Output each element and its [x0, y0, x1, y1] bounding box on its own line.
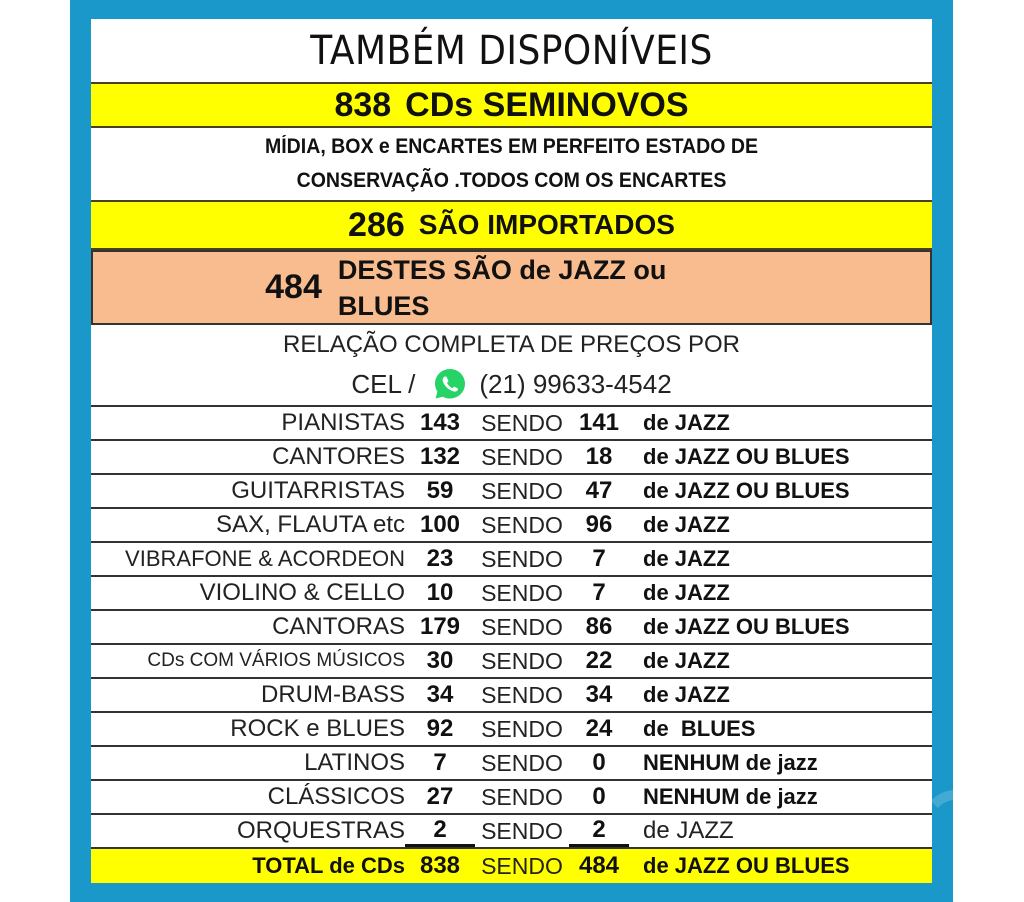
table-row [91, 643, 932, 677]
total-cell: 92 [426, 715, 454, 742]
table-row [91, 745, 932, 779]
sendo-cell: SENDO [481, 783, 563, 810]
page-title: TAMBÉM DISPONÍVEIS [310, 27, 713, 74]
total-cell: 34 [426, 681, 454, 708]
contact-line [351, 364, 671, 404]
contact-heading: RELAÇÃO COMPLETA DE PREÇOS POR [283, 331, 740, 358]
sendo-cell: SENDO [481, 613, 563, 640]
total-cell: 2 [405, 816, 475, 847]
jazz-count-cell: 34 [585, 681, 613, 708]
total-cell: 59 [426, 477, 454, 504]
total-cell: 143 [419, 409, 461, 436]
condition-text [120, 128, 902, 200]
jazz-count-cell: 47 [585, 477, 613, 504]
description-cell: de JAZZ [643, 546, 730, 571]
watermark-logo [920, 790, 990, 870]
total-description-cell: de JAZZ OU BLUES [643, 853, 850, 878]
total-cell: 27 [426, 783, 454, 810]
total-cell: 7 [433, 749, 447, 776]
imported-label: SÃO IMPORTADOS [418, 209, 675, 240]
jazz-blues-label: DESTES SÃO de JAZZ ou BLUES [337, 254, 667, 321]
total-row [91, 847, 932, 883]
flyer-panel [91, 19, 932, 883]
category-cell: CANTORAS [272, 613, 405, 640]
table-row [91, 439, 932, 473]
contact-prefix: CEL / [351, 369, 416, 399]
jazz-count-cell: 22 [585, 647, 613, 674]
description-cell: de JAZZ OU BLUES [643, 444, 850, 469]
sendo-cell: SENDO [481, 715, 563, 742]
description-cell: NENHUM de jazz [643, 750, 818, 775]
sendo-cell: SENDO [481, 749, 563, 776]
description-cell: de JAZZ [643, 512, 730, 537]
category-cell: SAX, FLAUTA etc [216, 511, 405, 538]
jazz-count-cell: 96 [585, 511, 613, 538]
category-cell: VIOLINO & CELLO [199, 579, 405, 606]
description-cell: de JAZZ [643, 410, 730, 435]
sendo-cell: SENDO [481, 647, 563, 674]
sendo-cell: SENDO [481, 443, 563, 470]
grand-total-cell: 838 [419, 852, 461, 879]
imported-banner [91, 200, 932, 250]
contact-phone[interactable]: (21) 99633-4542 [479, 369, 672, 399]
category-cell: ORQUESTRAS [236, 817, 405, 844]
jazz-count-cell: 141 [578, 409, 620, 436]
table-row [91, 813, 932, 847]
table-row [91, 575, 932, 609]
table-row [91, 405, 932, 439]
category-cell: GUITARRISTAS [231, 477, 405, 504]
jazz-count-cell: 24 [585, 715, 613, 742]
table-row [91, 541, 932, 575]
description-cell: de JAZZ [643, 580, 730, 605]
table-row [91, 473, 932, 507]
total-cell: 30 [426, 647, 454, 674]
table-row [91, 711, 932, 745]
sendo-cell: SENDO [481, 409, 563, 436]
table-row [91, 609, 932, 643]
sendo-cell: SENDO [481, 511, 563, 538]
total-cell: 100 [419, 511, 461, 538]
jazz-blues-banner [91, 250, 932, 325]
sendo-cell: SENDO [481, 477, 563, 504]
jazz-count-cell: 7 [592, 545, 606, 572]
description-cell: de JAZZ [643, 682, 730, 707]
seminovos-count: 838 [334, 85, 392, 124]
total-cell: 23 [426, 545, 454, 572]
category-cell: PIANISTAS [281, 409, 405, 436]
seminovos-banner [91, 82, 932, 128]
contact-block [91, 325, 932, 405]
jazz-total-cell: 484 [578, 852, 620, 879]
description-cell: de JAZZ OU BLUES [643, 478, 850, 503]
table-row [91, 779, 932, 813]
jazz-count-cell: 2 [569, 816, 629, 847]
sendo-cell: SENDO [481, 545, 563, 572]
sendo-cell: SENDO [481, 852, 563, 879]
category-cell: CDs COM VÁRIOS MÚSICOS [147, 650, 405, 671]
whatsapp-icon[interactable] [433, 367, 467, 401]
jazz-count-cell: 7 [592, 579, 606, 606]
sendo-cell: SENDO [481, 817, 563, 844]
category-cell: DRUM-BASS [260, 681, 405, 708]
category-cell: CANTORES [272, 443, 405, 470]
sendo-cell: SENDO [481, 579, 563, 606]
category-cell: ROCK e BLUES [230, 715, 405, 742]
description-cell: de JAZZ [643, 648, 730, 673]
table-row [91, 677, 932, 711]
jazz-count-cell: 86 [585, 613, 613, 640]
category-cell: VIBRAFONE & ACORDEON [125, 546, 405, 571]
condition-line-2: CONSERVAÇÃO .TODOS COM OS ENCARTES [296, 169, 727, 192]
sendo-cell: SENDO [481, 681, 563, 708]
total-cell: 132 [419, 443, 461, 470]
total-label: TOTAL de CDs [252, 853, 405, 878]
jazz-blues-count: 484 [265, 268, 322, 306]
category-cell: LATINOS [304, 749, 405, 776]
description-cell: NENHUM de jazz [643, 784, 818, 809]
category-cell: CLÁSSICOS [267, 783, 405, 810]
description-cell: de JAZZ [643, 817, 734, 844]
jazz-count-cell: 0 [592, 783, 606, 810]
description-cell: de JAZZ OU BLUES [643, 614, 850, 639]
blue-frame [70, 0, 953, 902]
total-cell: 179 [419, 613, 461, 640]
jazz-count-cell: 0 [592, 749, 606, 776]
seminovos-label: CDs SEMINOVOS [405, 85, 689, 124]
jazz-count-cell: 18 [585, 443, 613, 470]
table-row [91, 507, 932, 541]
condition-line-1: MÍDIA, BOX e ENCARTES EM PERFEITO ESTADO DE [264, 135, 759, 158]
total-cell: 10 [426, 579, 454, 606]
imported-count: 286 [348, 205, 405, 244]
description-cell: de BLUES [643, 716, 756, 741]
cd-inventory-table [91, 405, 932, 883]
